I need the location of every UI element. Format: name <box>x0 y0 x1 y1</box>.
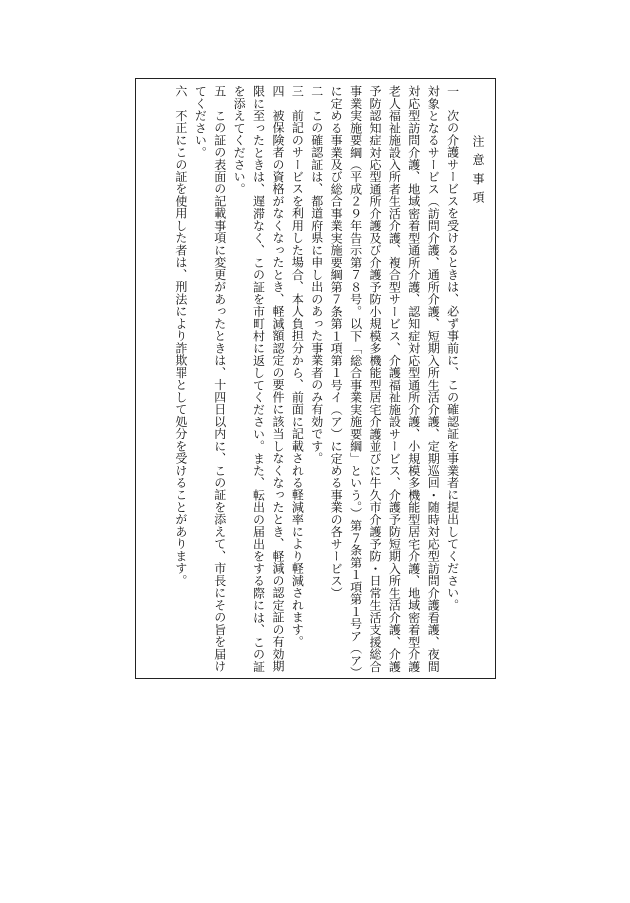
notice-item-6 <box>171 85 190 673</box>
item-number: 四 <box>270 85 285 97</box>
notice-frame <box>135 78 496 679</box>
item-continuation: 対象となるサービス（訪問介護、通所介護、短期入所生活介護、定期巡回・随時対応型訪問介護看護、夜間対応型訪問介護、地域密着型通所介護、認知症対応型通所介護、小規模多機能型居宅介護、地域密着型介護老人福祉施設入所者生活介護、複合型サービス、介護福祉施設サービス、介護予防短期入所生活介護、介護予防認知症対応型通所介護及び介護予防小規模多機能型居宅介護並びに牛久市介護予防・日常生活支援総合事業実施要綱（平成２９年告示第７８号。以下「総合事業実施要綱」という。）第７条第１項第１号ア（ア）に定める事業及び総合事業実施要綱第７条第１項第１号イ（ア）に定める事業の各サービス） <box>329 85 441 673</box>
notice-item-4 <box>229 85 287 673</box>
item-text: この確認証は、都道府県に申し出のあった事業者のみ有効です。 <box>309 109 324 465</box>
item-text: 前記のサービスを利用した場合、本人負担分から、前面に記載される軽減率により軽減されます。 <box>290 109 305 648</box>
notice-item-1-continuation <box>326 85 442 673</box>
item-number: 六 <box>173 85 188 97</box>
item-number: 三 <box>290 85 305 97</box>
item-text: この証の表面の記載事項に変更があったときは、十四日以内に、この証を添えて、市長にその旨を届けてください。 <box>193 85 227 673</box>
notice-title: 注意事項 <box>471 135 485 210</box>
notice-item-5 <box>190 85 229 673</box>
item-number: 五 <box>212 85 227 97</box>
item-text: 次の介護サービスを受けるときは、必ず事前に、この確認証を事業者に提出してください。 <box>445 109 460 612</box>
notice-item-2 <box>306 85 325 673</box>
notice-item-1 <box>442 85 461 673</box>
notice-item-3 <box>287 85 306 673</box>
item-text: 不正にこの証を使用した者は、刑法により詐欺罪として処分を受けることがあります。 <box>173 109 188 587</box>
item-number: 二 <box>309 85 324 97</box>
item-text: 被保険者の資格がなくなったとき、軽減額認定の要件に該当しなくなったとき、軽減の認定証の有効期限に至ったときは、遅滞なく、この証を市町村に返してください。また、転出の届出をする際には、この証を添えてください。 <box>232 85 285 673</box>
notice-heading <box>462 85 487 673</box>
item-number: 一 <box>445 85 460 97</box>
notice-text-block <box>137 85 487 673</box>
